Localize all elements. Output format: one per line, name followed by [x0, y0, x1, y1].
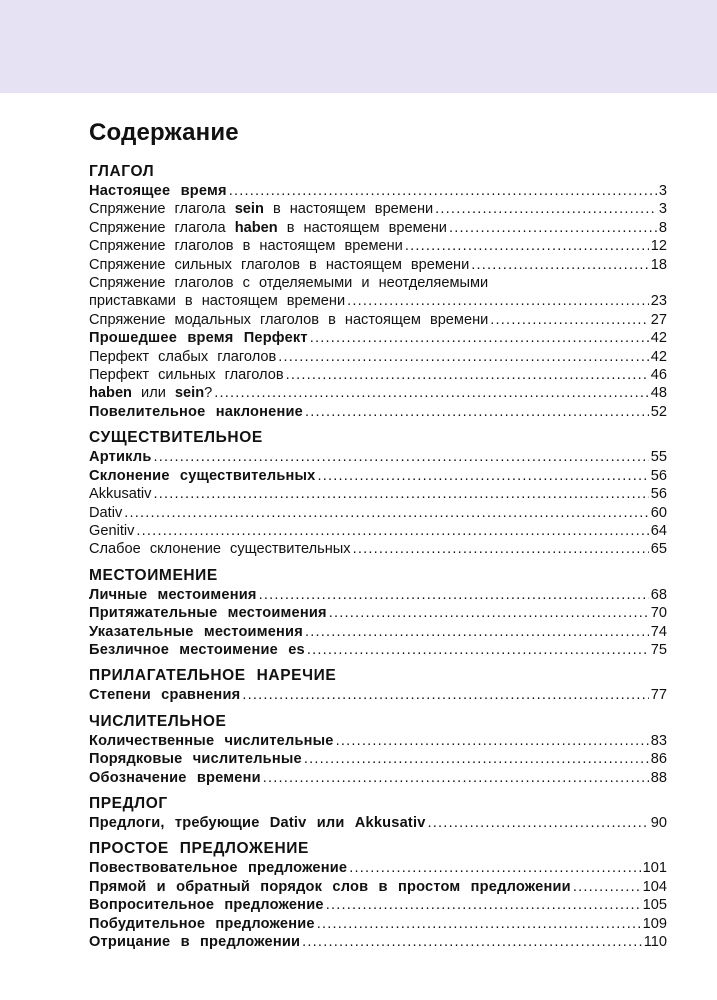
page-number: 65 — [650, 541, 667, 558]
page-number: 12 — [650, 238, 667, 255]
section-adjective — [89, 666, 667, 704]
toc-entry[interactable]: Повествовательное предложение ..... 101 — [89, 859, 667, 877]
toc-entry[interactable]: Вопросительное предложение ..... 105 — [89, 896, 667, 914]
page-number: 90 — [650, 814, 667, 831]
page-number: 75 — [650, 641, 667, 658]
section-noun — [89, 428, 667, 558]
page-number: 105 — [642, 897, 667, 914]
toc-entry[interactable]: Спряжение глагола haben в настоящем времени ..... 8 — [89, 219, 667, 237]
toc-entry[interactable]: Склонение существительных ..... 56 — [89, 467, 667, 485]
page-number: 83 — [650, 732, 667, 749]
toc-entry[interactable]: Побудительное предложение ..... 109 — [89, 915, 667, 933]
toc-entry[interactable]: Обозначение времени ..... 88 — [89, 769, 667, 787]
section-preposition — [89, 794, 667, 832]
section-heading: МЕСТОИМЕНИЕ — [89, 566, 218, 584]
page-number: 88 — [650, 769, 667, 786]
toc-entry[interactable]: Настоящее время ..... 3 — [89, 182, 667, 200]
toc-entry[interactable]: Предлоги, требующие Dativ или Akkusativ ..... 90 — [89, 814, 667, 832]
toc-entry[interactable]: Dativ ..... 60 — [89, 504, 667, 522]
page-number: 42 — [650, 348, 667, 365]
page-number: 77 — [650, 687, 667, 704]
page-number: 52 — [650, 403, 667, 420]
page-number: 60 — [650, 504, 667, 521]
toc-entry[interactable]: Akkusativ ..... 56 — [89, 485, 667, 503]
page-number: 68 — [650, 586, 667, 603]
toc-entry[interactable]: Указательные местоимения ..... 74 — [89, 623, 667, 641]
page-number: 101 — [642, 860, 667, 877]
page-number: 3 — [658, 201, 667, 218]
toc-entry[interactable]: Спряжение глаголов с отделяемыми и неотделяемыми приставками в настоящем времени ..... 23 — [89, 274, 667, 311]
page-number: 3 — [658, 183, 667, 199]
toc-entry[interactable]: Притяжательные местоимения ..... 70 — [89, 604, 667, 622]
toc-entry[interactable]: Безличное местоимение es ..... 75 — [89, 641, 667, 659]
toc-entry[interactable]: Спряжение глагола sein в настоящем времени ..... 3 — [89, 200, 667, 218]
page-number: 23 — [650, 293, 667, 310]
section-heading: ПРОСТОЕ ПРЕДЛОЖЕНИЕ — [89, 840, 309, 858]
toc-entry[interactable]: Повелительное наклонение ..... 52 — [89, 403, 667, 421]
page-number: 8 — [658, 219, 667, 236]
toc-entry[interactable]: Genitiv ..... 64 — [89, 522, 667, 540]
section-verb — [89, 162, 667, 421]
toc-entry[interactable]: Количественные числительные ..... 83 — [89, 732, 667, 750]
toc-entry[interactable]: Спряжение модальных глаголов в настоящем времени ..... 27 — [89, 311, 667, 329]
toc-entry[interactable]: Прошедшее время Перфект ..... 42 — [89, 329, 667, 347]
toc-entry[interactable]: Спряжение глаголов в настоящем времени ..... 12 — [89, 237, 667, 255]
section-heading: ГЛАГОЛ — [89, 163, 155, 180]
section-heading: СУЩЕСТВИТЕЛЬНОЕ — [89, 429, 263, 447]
page-number: 48 — [650, 385, 667, 402]
page-number: 104 — [642, 878, 667, 895]
toc-entry[interactable]: Спряжение сильных глаголов в настоящем времени ..... 18 — [89, 256, 667, 274]
page-number: 18 — [650, 256, 667, 273]
toc-entry[interactable]: Перфект сильных глаголов ..... 46 — [89, 366, 667, 384]
page-number: 86 — [650, 751, 667, 768]
section-pronoun — [89, 566, 667, 660]
section-heading: ПРЕДЛОГ — [89, 794, 168, 812]
section-numeral — [89, 712, 667, 787]
toc-entry[interactable]: Артикль ..... 55 — [89, 448, 667, 466]
toc-entry[interactable]: haben или sein? ..... 48 — [89, 384, 667, 402]
section-heading: ПРИЛАГАТЕЛЬНОЕ НАРЕЧИЕ — [89, 667, 337, 685]
page-number: 27 — [650, 311, 667, 328]
page-number: 74 — [650, 623, 667, 640]
page-number: 56 — [650, 486, 667, 503]
page-title: Содержание — [89, 119, 239, 146]
page-number: 42 — [650, 330, 667, 347]
toc-entry[interactable]: Перфект слабых глаголов ..... 42 — [89, 348, 667, 366]
section-sentence — [89, 839, 667, 951]
page-number: 56 — [650, 467, 667, 484]
page-number: 110 — [643, 934, 667, 950]
toc-entry[interactable]: Личные местоимения ..... 68 — [89, 586, 667, 604]
page-number: 46 — [650, 367, 667, 384]
page-number: 64 — [650, 522, 667, 539]
toc-entry[interactable]: Отрицание в предложении ..... 110 — [89, 933, 667, 951]
page-number: 70 — [650, 605, 667, 622]
header-band — [0, 0, 717, 93]
toc-entry[interactable]: Слабое склонение существительных ..... 65 — [89, 540, 667, 558]
page-number: 55 — [650, 449, 667, 466]
page-number: 109 — [642, 915, 667, 932]
toc-entry[interactable]: Порядковые числительные ..... 86 — [89, 750, 667, 768]
table-of-contents — [89, 118, 667, 951]
toc-entry[interactable]: Прямой и обратный порядок слов в простом предложении ..... 104 — [89, 878, 667, 896]
toc-entry[interactable]: Степени сравнения ..... 77 — [89, 686, 667, 704]
section-heading: ЧИСЛИТЕЛЬНОЕ — [89, 712, 227, 730]
